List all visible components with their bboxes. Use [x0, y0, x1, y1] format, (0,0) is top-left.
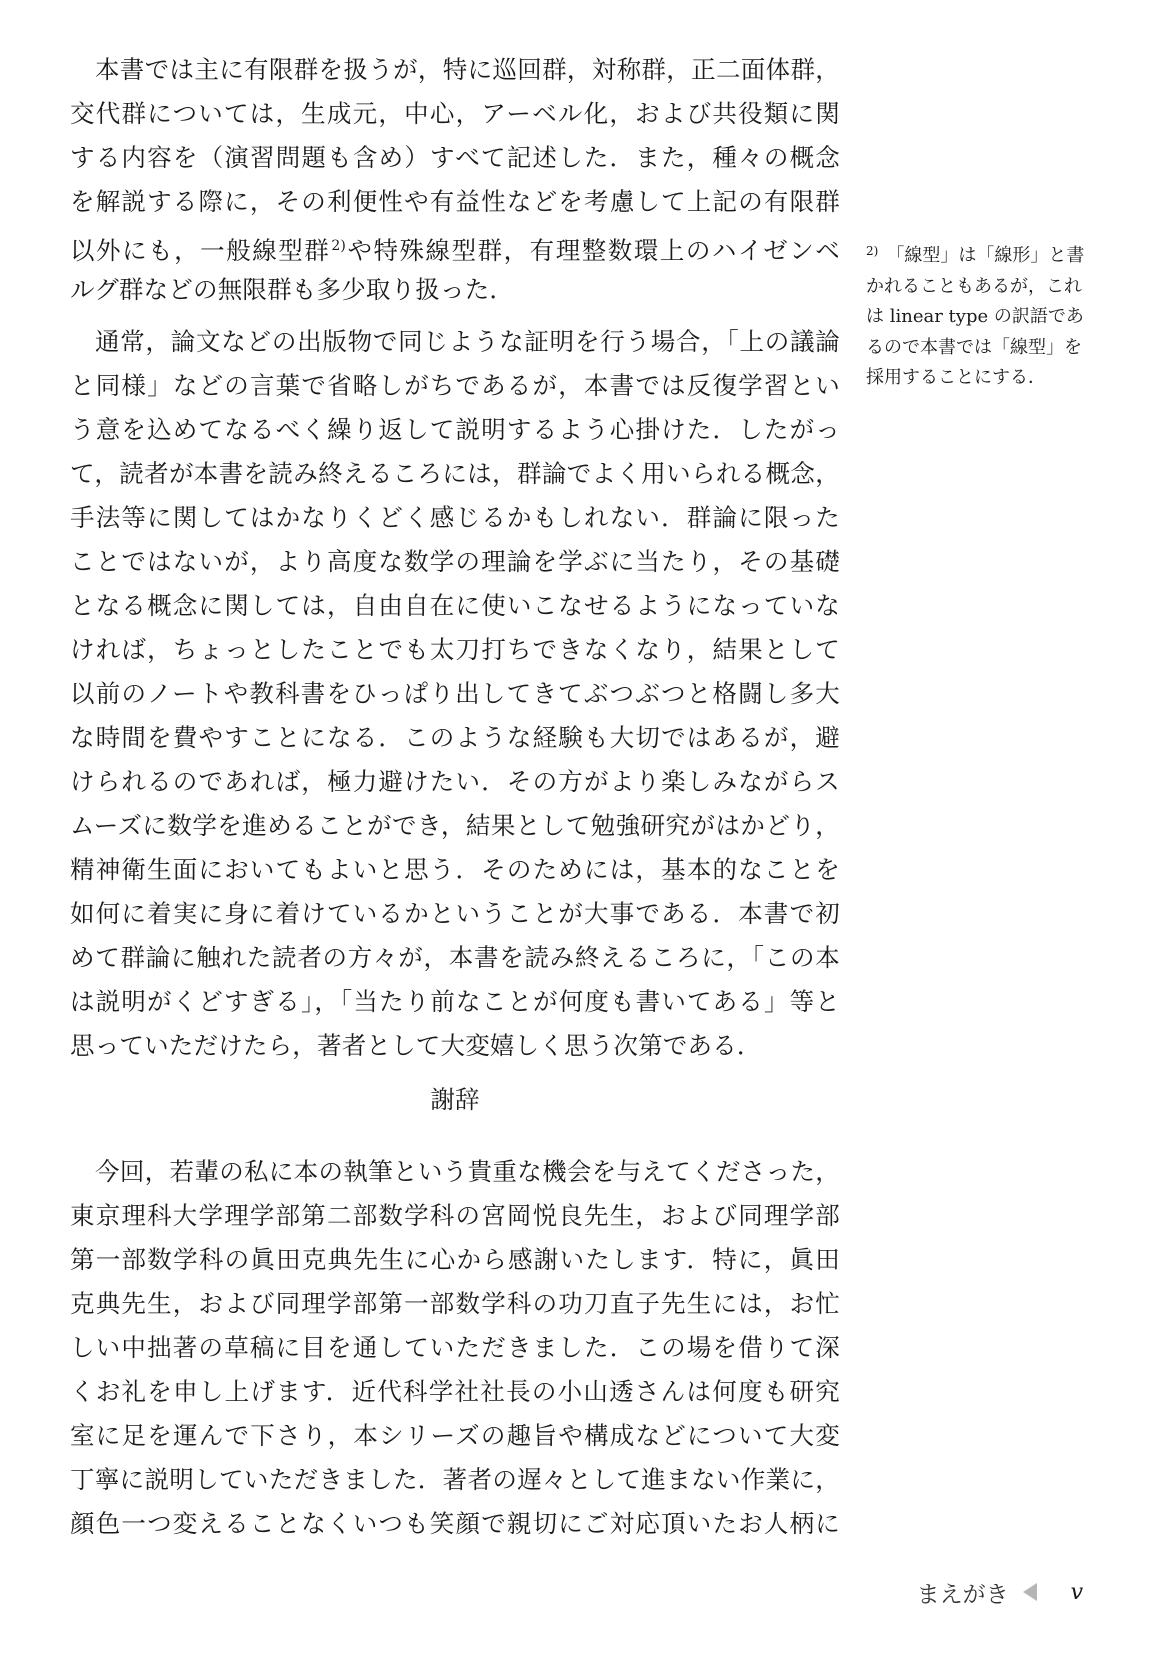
text-line: くお礼を申し上げます．近代科学社社長の小山透さんは何度も研究 — [70, 1377, 840, 1406]
text-line: となる概念に関しては，自由自在に使いこなせるようになっていな — [70, 591, 840, 620]
text-line: 交代群については，生成元，中心，アーベル化，および共役類に関 — [70, 99, 840, 128]
sidenote-line: かれることもあるが，これ — [866, 275, 1082, 297]
text-line: 精神衛生面においてもよいと思う．そのためには，基本的なことを — [70, 855, 840, 884]
main-text-column — [70, 48, 840, 1068]
text-line: ければ，ちょっとしたことでも太刀打ちできなくなり，結果として — [70, 635, 840, 664]
text-line: けられるのであれば，極力避けたい．その方がより楽しみながらス — [70, 767, 840, 796]
text-line: 如何に着実に身に着けているかということが大事である．本書で初 — [70, 899, 840, 928]
text-segment: 以外にも，一般線型群 — [70, 236, 331, 265]
paragraph-1 — [70, 48, 840, 312]
text-line: 以前のノートや教科書をひっぱり出してきてぶつぶつと格闘し多大 — [70, 679, 840, 708]
text-line: 克典先生，および同理学部第一部数学科の功刀直子先生には，お忙 — [70, 1289, 840, 1318]
text-line: な時間を費やすことになる．このような経験も大切ではあるが，避 — [70, 723, 840, 752]
text-line: 思っていただけたら，著者として大変嬉しく思う次第である． — [70, 1031, 762, 1060]
footnote-marker: 2) — [331, 238, 347, 254]
page-footer — [917, 1572, 1083, 1612]
text-line: 第一部数学科の眞田克典先生に心から感謝いたします．特に，眞田 — [70, 1245, 840, 1274]
text-line: ムーズに数学を進めることができ，結果として勉強研究がはかどり， — [70, 811, 840, 840]
text-line: めて群論に触れた読者の方々が，本書を読み終えるころに，「この本 — [70, 943, 840, 972]
text-line — [70, 224, 840, 268]
text-line: 丁寧に説明していただきました．著者の遅々として進まない作業に， — [70, 1465, 840, 1494]
text-line: ルグ群などの無限群も多少取り扱った． — [70, 275, 515, 304]
sidenote-line: は linear type の訳語であ — [866, 306, 1084, 327]
sidenote-line: るので本書では「線型」を — [866, 336, 1082, 358]
page-number: v — [1070, 1579, 1083, 1605]
text-line: 今回，若輩の私に本の執筆という貴重な機会を与えてくださった， — [95, 1157, 840, 1186]
sidenote-text: 「線型」は「線形」と書 — [886, 245, 1085, 266]
sidenote-line — [866, 236, 1114, 272]
text-line: 顔色一つ変えることなくいつも笑顔で親切にご対応頂いたお人柄に — [70, 1509, 840, 1538]
text-line: は説明がくどすぎる」，「当たり前なことが何度も書いてある」等と — [70, 987, 840, 1016]
running-section-title: まえがき — [916, 1581, 1009, 1608]
text-line: ことではないが，より高度な数学の理論を学ぶに当たり，その基礎 — [70, 547, 840, 576]
text-line: しい中拙著の草稿に目を通していただきました．この場を借りて深 — [70, 1333, 840, 1362]
text-line: する内容を（演習問題も含め）すべて記述した．また，種々の概念 — [70, 143, 840, 172]
text-line: て，読者が本書を読み終えるころには，群論でよく用いられる概念， — [70, 459, 840, 488]
text-line: う意を込めてなるべく繰り返して説明するよう心掛けた．したがっ — [70, 415, 840, 444]
text-line: を解説する際に，その利便性や有益性などを考慮して上記の有限群 — [70, 187, 840, 216]
margin-footnote — [866, 236, 1114, 394]
paragraph-2 — [70, 320, 840, 1068]
text-line: と同様」などの言葉で省略しがちであるが，本書では反復学習とい — [70, 371, 840, 400]
text-segment: や特殊線型群，有理整数環上のハイゼンベ — [346, 236, 840, 265]
text-line: 手法等に関してはかなりくどく感じるかもしれない．群論に限った — [70, 503, 840, 532]
text-line: 東京理科大学理学部第二部数学科の宮岡悦良先生，および同理学部 — [70, 1201, 840, 1230]
text-line: 本書では主に有限群を扱うが，特に巡回群，対称群，正二面体群， — [95, 55, 840, 84]
triangle-left-icon — [1023, 1583, 1037, 1601]
text-line: 通常，論文などの出版物で同じような証明を行う場合，「上の議論 — [95, 327, 840, 356]
paragraph-3 — [70, 1150, 840, 1546]
footnote-number: 2) — [866, 244, 879, 258]
section-heading: 謝辞 — [430, 1085, 480, 1114]
sidenote-line: 採用することにする． — [866, 367, 1046, 388]
text-line: 室に足を運んで下さり，本シリーズの趣旨や構成などについて大変 — [70, 1421, 840, 1450]
